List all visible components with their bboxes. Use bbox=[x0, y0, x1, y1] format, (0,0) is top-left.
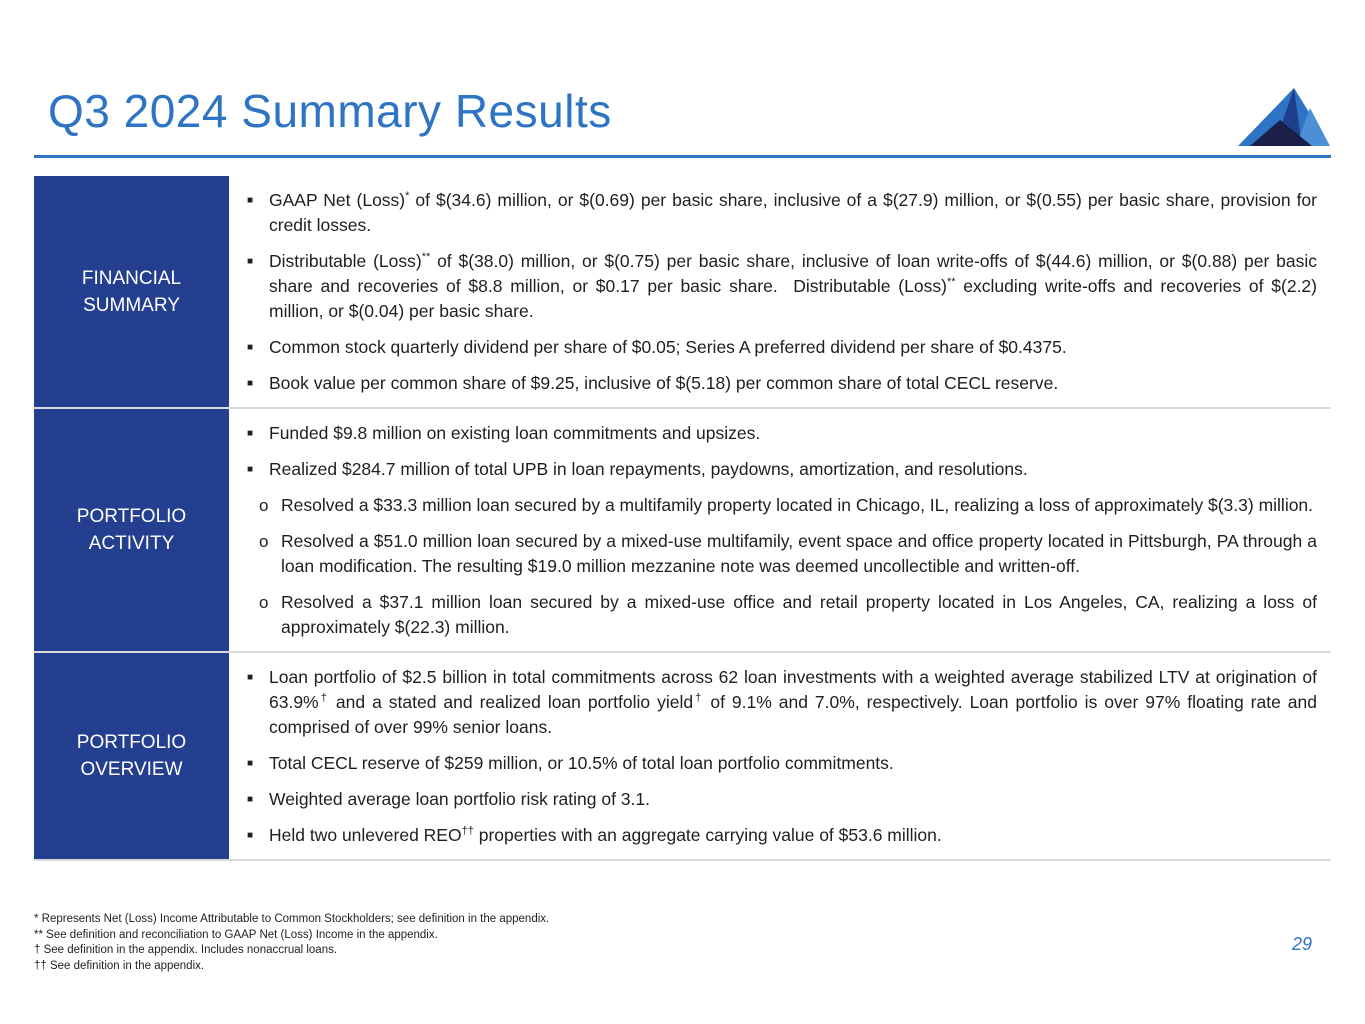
bullet-item bbox=[243, 665, 1317, 740]
bullet-text: Funded $9.8 million on existing loan commitments and upsizes. bbox=[269, 423, 761, 443]
bullet-text: Weighted average loan portfolio risk rating of 3.1. bbox=[269, 789, 651, 809]
square-bullet-icon: ■ bbox=[247, 830, 254, 841]
page-number: 29 bbox=[1292, 934, 1313, 954]
footnote-line: †† See definition in the appendix. bbox=[34, 959, 205, 972]
sub-bullet-item bbox=[243, 529, 1317, 579]
mountain-logo-icon bbox=[1236, 86, 1332, 148]
bullet-item bbox=[243, 457, 1317, 482]
bullet-text: Held two unlevered REO†† properties with an aggregate carrying value of $53.6 million. bbox=[269, 825, 942, 845]
section-label: PORTFOLIO OVERVIEW bbox=[34, 653, 229, 859]
circle-bullet-icon: o bbox=[259, 593, 269, 612]
bullet-item bbox=[243, 421, 1317, 446]
bullet-text: Resolved a $37.1 million loan secured by a mixed-use office and retail property located in Los Angeles, CA, realizing a loss of approximately $(22.3) million. bbox=[281, 592, 1317, 637]
circle-bullet-icon: o bbox=[259, 496, 269, 515]
section-label: PORTFOLIO ACTIVITY bbox=[34, 409, 229, 651]
bullet-text: Realized $284.7 million of total UPB in loan repayments, paydowns, amortization, and resolutions. bbox=[269, 459, 1028, 479]
section-content bbox=[229, 409, 1331, 651]
square-bullet-icon: ■ bbox=[247, 195, 254, 206]
bullet-item bbox=[243, 335, 1317, 360]
section-row bbox=[34, 653, 1331, 861]
square-bullet-icon: ■ bbox=[247, 256, 254, 267]
square-bullet-icon: ■ bbox=[247, 794, 254, 805]
bullet-item bbox=[243, 751, 1317, 776]
bullet-item bbox=[243, 787, 1317, 812]
bullet-text: GAAP Net (Loss)* of $(34.6) million, or $(0.69) per basic share, inclusive of a $(27.9) million, or $(0.55) per basic share, provision for credit losses. bbox=[269, 190, 1317, 235]
bullet-text: Distributable (Loss)** of $(38.0) million, or $(0.75) per basic share, inclusive of loan write-offs of $(44.6) million, or $(0.88) per basic share and recoveries of $8.8 million, or $0.17 per basic share. Distributable (Loss)** excluding write-offs and recoveries of $(2.2) million, or $(0.04) per basic share. bbox=[269, 251, 1317, 321]
bullet-text: Total CECL reserve of $259 million, or 10.5% of total loan portfolio commitments. bbox=[269, 753, 894, 773]
circle-bullet-icon: o bbox=[259, 532, 269, 551]
square-bullet-icon: ■ bbox=[247, 342, 254, 353]
bullet-text: Common stock quarterly dividend per share of $0.05; Series A preferred dividend per share of $0.4375. bbox=[269, 337, 1067, 357]
bullet-text: Resolved a $33.3 million loan secured by a multifamily property located in Chicago, IL, realizing a loss of approximately $(3.3) million. bbox=[281, 495, 1314, 515]
section-row bbox=[34, 176, 1331, 409]
bullet-item bbox=[243, 823, 1317, 848]
square-bullet-icon: ■ bbox=[247, 464, 254, 475]
square-bullet-icon: ■ bbox=[247, 378, 254, 389]
bullet-item bbox=[243, 188, 1317, 238]
section-label: FINANCIAL SUMMARY bbox=[34, 176, 229, 407]
section-content bbox=[229, 653, 1331, 859]
bullet-item bbox=[243, 371, 1317, 396]
section-row bbox=[34, 409, 1331, 653]
square-bullet-icon: ■ bbox=[247, 672, 254, 683]
square-bullet-icon: ■ bbox=[247, 428, 254, 439]
section-content bbox=[229, 176, 1331, 407]
bullet-text: Loan portfolio of $2.5 billion in total commitments across 62 loan investments with a weighted average stabilized LTV at origination of 63.9%† and a stated and realized loan portfolio yield† of 9.1% and 7.0%, respectively. Loan portfolio is over 97% floating rate and comprised of over 99% senior loans. bbox=[269, 667, 1317, 737]
summary-table bbox=[34, 176, 1331, 861]
bullet-text: Resolved a $51.0 million loan secured by a mixed-use multifamily, event space and office property located in Pittsburgh, PA through a loan modification. The resulting $19.0 million mezzanine note was deemed uncollectible and written-off. bbox=[281, 531, 1317, 576]
footnote-line: ** See definition and reconciliation to GAAP Net (Loss) Income in the appendix. bbox=[34, 928, 438, 941]
page-title: Q3 2024 Summary Results bbox=[48, 85, 612, 137]
square-bullet-icon: ■ bbox=[247, 758, 254, 769]
footnote-line: † See definition in the appendix. Includes nonaccrual loans. bbox=[34, 944, 338, 956]
bullet-text: Book value per common share of $9.25, inclusive of $(5.18) per common share of total CECL reserve. bbox=[269, 373, 1059, 393]
footnotes bbox=[34, 912, 549, 974]
title-rule bbox=[34, 155, 1331, 158]
footnote-line: * Represents Net (Loss) Income Attributable to Common Stockholders; see definition in the appendix. bbox=[34, 913, 550, 925]
sub-bullet-item bbox=[243, 590, 1317, 640]
bullet-item bbox=[243, 249, 1317, 324]
sub-bullet-item bbox=[243, 493, 1317, 518]
